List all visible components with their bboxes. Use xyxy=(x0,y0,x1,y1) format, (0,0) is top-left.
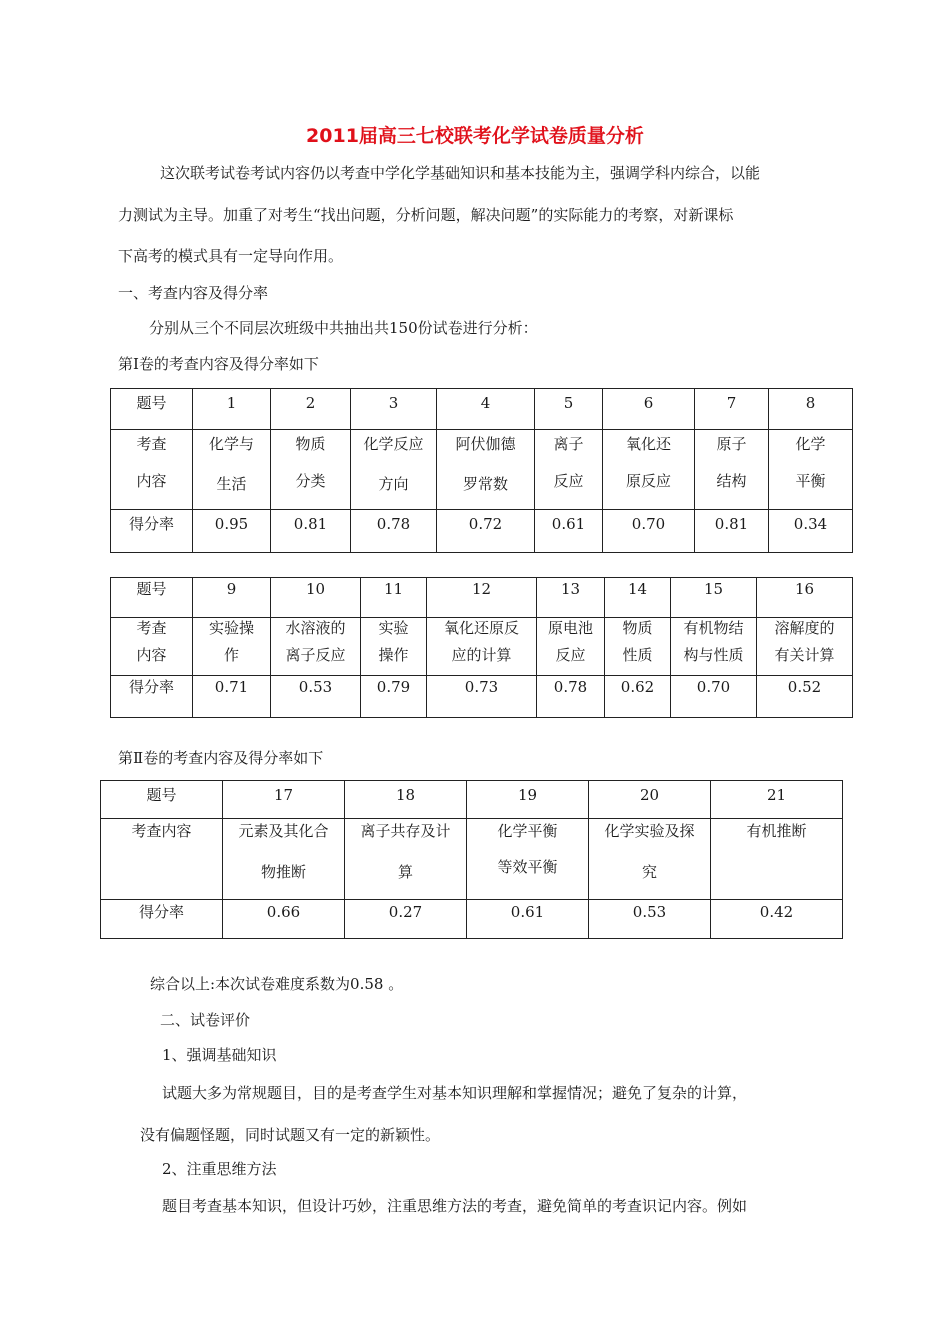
content-cell xyxy=(671,618,757,676)
content-line: 化学与 xyxy=(208,435,254,453)
content-line: 算 xyxy=(397,863,413,881)
row-label-number: 题号 xyxy=(111,578,193,618)
question-number: 14 xyxy=(605,578,671,618)
content-cell xyxy=(769,430,853,510)
question-number: 11 xyxy=(361,578,427,618)
score-rate: 0.66 xyxy=(223,900,345,939)
section1-heading: 一、考查内容及得分率 xyxy=(118,284,269,302)
table-row xyxy=(111,430,853,510)
row-label-number: 题号 xyxy=(111,389,193,430)
content-line: 有机物结 xyxy=(683,619,744,637)
content-cell xyxy=(223,819,345,900)
question-number: 17 xyxy=(223,781,345,819)
score-rate: 0.70 xyxy=(603,510,695,553)
question-number: 18 xyxy=(345,781,467,819)
content-line: 分类 xyxy=(295,472,326,490)
question-number: 15 xyxy=(671,578,757,618)
question-number: 6 xyxy=(603,389,695,430)
question-number: 9 xyxy=(193,578,271,618)
part1-table-b xyxy=(110,577,853,718)
content-line: 化学 xyxy=(795,435,826,453)
subsection2-heading: 2、注重思维方法 xyxy=(162,1160,277,1178)
score-rate: 0.71 xyxy=(193,676,271,718)
subsection1-line-2: 没有偏题怪题，同时试题又有一定的新颖性。 xyxy=(140,1126,441,1144)
content-line: 氧化还 xyxy=(625,435,671,453)
content-line: 构与性质 xyxy=(683,646,744,664)
content-line: 实验操 xyxy=(208,619,254,637)
content-line: 阿伏伽德 xyxy=(455,435,516,453)
content-cell xyxy=(535,430,603,510)
content-cell xyxy=(711,819,843,900)
content-line: 反应 xyxy=(553,472,584,490)
content-line: 平衡 xyxy=(795,472,826,490)
question-number: 13 xyxy=(537,578,605,618)
content-line: 应的计算 xyxy=(451,646,512,664)
label-line: 内容 xyxy=(136,472,167,490)
content-line: 等效平衡 xyxy=(497,858,558,876)
score-rate: 0.62 xyxy=(605,676,671,718)
subsection1-heading: 1、强调基础知识 xyxy=(162,1046,277,1064)
content-cell xyxy=(193,618,271,676)
content-cell xyxy=(757,618,853,676)
question-number: 19 xyxy=(467,781,589,819)
subsection1-line-1: 试题大多为常规题目，目的是考查学生对基本知识理解和掌握情况；避免了复杂的计算， xyxy=(162,1084,748,1102)
question-number: 3 xyxy=(351,389,437,430)
score-rate: 0.72 xyxy=(437,510,535,553)
content-line: 结构 xyxy=(716,472,747,490)
content-line: 化学实验及探 xyxy=(604,822,695,840)
content-cell xyxy=(467,819,589,900)
score-rate: 0.52 xyxy=(757,676,853,718)
question-number: 12 xyxy=(427,578,537,618)
table-row xyxy=(111,676,853,718)
content-line: 原电池 xyxy=(547,619,593,637)
content-line: 氧化还原反 xyxy=(443,619,519,637)
row-label-number: 题号 xyxy=(101,781,223,819)
content-line: 溶解度的 xyxy=(774,619,835,637)
content-cell xyxy=(427,618,537,676)
content-cell xyxy=(437,430,535,510)
content-line: 方向 xyxy=(378,475,409,493)
part1-caption: 第Ⅰ卷的考查内容及得分率如下 xyxy=(118,355,319,373)
content-cell xyxy=(603,430,695,510)
part2-table xyxy=(100,780,843,939)
content-line: 离子反应 xyxy=(285,646,346,664)
score-rate: 0.73 xyxy=(427,676,537,718)
table-row xyxy=(111,389,853,430)
content-cell xyxy=(193,430,271,510)
score-rate: 0.61 xyxy=(467,900,589,939)
content-cell xyxy=(361,618,427,676)
content-line: 化学反应 xyxy=(363,435,424,453)
sample-note: 分别从三个不同层次班级中共抽出共150份试卷进行分析： xyxy=(149,319,538,337)
content-cell xyxy=(351,430,437,510)
question-number: 2 xyxy=(271,389,351,430)
content-cell xyxy=(589,819,711,900)
content-line: 作 xyxy=(223,646,239,664)
content-line: 化学平衡 xyxy=(497,822,558,840)
content-cell xyxy=(271,618,361,676)
document-title: 2011届高三七校联考化学试卷质量分析 xyxy=(306,125,644,147)
row-label-content xyxy=(111,618,193,676)
row-label-content xyxy=(111,430,193,510)
part2-caption: 第Ⅱ卷的考查内容及得分率如下 xyxy=(118,749,324,767)
label-line: 考查 xyxy=(136,435,167,453)
score-rate: 0.95 xyxy=(193,510,271,553)
subsection2-line-1: 题目考查基本知识，但设计巧妙，注重思维方法的考查，避免简单的考查识记内容。例如 xyxy=(162,1197,748,1215)
table-row xyxy=(111,578,853,618)
content-line: 离子共存及计 xyxy=(360,822,451,840)
section2-heading: 二、试卷评价 xyxy=(160,1011,251,1029)
question-number: 20 xyxy=(589,781,711,819)
score-rate: 0.53 xyxy=(589,900,711,939)
intro-line-2: 力测试为主导。加重了对考生“找出问题，分析问题，解决问题”的实际能力的考察，对新课标 xyxy=(118,206,734,224)
content-line: 离子 xyxy=(553,435,584,453)
content-line: 物推断 xyxy=(260,863,306,881)
content-cell xyxy=(605,618,671,676)
intro-line-3: 下高考的模式具有一定导向作用。 xyxy=(118,247,344,265)
content-line: 物质 xyxy=(295,435,326,453)
content-line: 有机推断 xyxy=(746,822,807,840)
content-line: 操作 xyxy=(378,646,409,664)
table-row xyxy=(101,781,843,819)
row-label-rate: 得分率 xyxy=(101,900,223,939)
question-number: 8 xyxy=(769,389,853,430)
content-line: 罗常数 xyxy=(462,475,508,493)
content-line: 究 xyxy=(641,863,657,881)
content-line: 反应 xyxy=(555,646,586,664)
label-line: 内容 xyxy=(136,646,167,664)
question-number: 5 xyxy=(535,389,603,430)
score-rate: 0.81 xyxy=(695,510,769,553)
content-cell xyxy=(537,618,605,676)
table-row xyxy=(111,510,853,553)
content-line: 原反应 xyxy=(625,472,671,490)
row-label-rate: 得分率 xyxy=(111,676,193,718)
score-rate: 0.78 xyxy=(351,510,437,553)
table-row xyxy=(101,819,843,900)
row-label-rate: 得分率 xyxy=(111,510,193,553)
content-line: 性质 xyxy=(622,646,653,664)
score-rate: 0.42 xyxy=(711,900,843,939)
score-rate: 0.81 xyxy=(271,510,351,553)
score-rate: 0.34 xyxy=(769,510,853,553)
score-rate: 0.78 xyxy=(537,676,605,718)
score-rate: 0.27 xyxy=(345,900,467,939)
content-cell xyxy=(345,819,467,900)
question-number: 16 xyxy=(757,578,853,618)
score-rate: 0.70 xyxy=(671,676,757,718)
table-row xyxy=(111,618,853,676)
content-line: 物质 xyxy=(622,619,653,637)
content-line: 元素及其化合 xyxy=(238,822,329,840)
label-line: 考查 xyxy=(136,619,167,637)
intro-line-1: 这次联考试卷考试内容仍以考查中学化学基础知识和基本技能为主，强调学科内综合，以能 xyxy=(160,164,761,182)
score-rate: 0.53 xyxy=(271,676,361,718)
content-line: 原子 xyxy=(716,435,747,453)
question-number: 4 xyxy=(437,389,535,430)
table-row xyxy=(101,900,843,939)
content-line: 水溶液的 xyxy=(285,619,346,637)
part1-table-a xyxy=(110,388,853,553)
question-number: 10 xyxy=(271,578,361,618)
score-rate: 0.61 xyxy=(535,510,603,553)
question-number: 21 xyxy=(711,781,843,819)
content-line: 实验 xyxy=(378,619,409,637)
content-line: 有关计算 xyxy=(774,646,835,664)
score-rate: 0.79 xyxy=(361,676,427,718)
question-number: 7 xyxy=(695,389,769,430)
summary-line: 综合以上:本次试卷难度系数为0.58 。 xyxy=(150,975,404,993)
content-cell xyxy=(271,430,351,510)
content-cell xyxy=(695,430,769,510)
row-label-content: 考查内容 xyxy=(101,819,223,900)
content-line: 生活 xyxy=(216,475,247,493)
question-number: 1 xyxy=(193,389,271,430)
